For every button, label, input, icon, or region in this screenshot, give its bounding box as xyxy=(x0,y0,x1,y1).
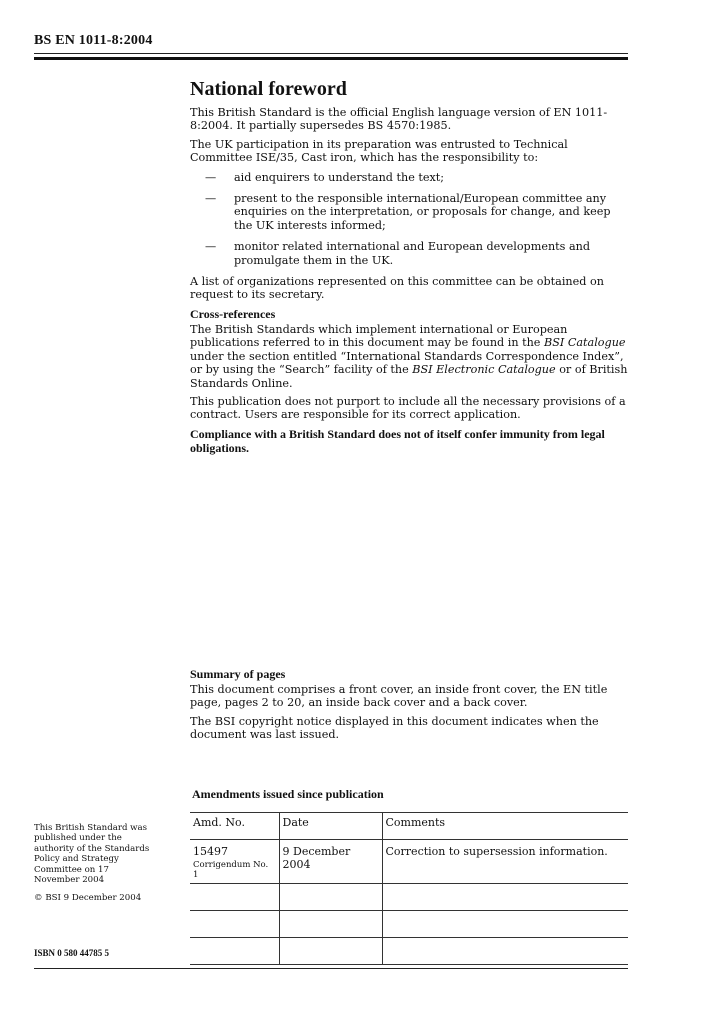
table-row-empty xyxy=(190,884,628,911)
amendment-number: 15497 Corrigendum No. 1 xyxy=(190,840,279,884)
bsi-catalogue-ref: BSI Catalogue xyxy=(543,336,626,350)
list-item: — aid enquirers to understand the text; xyxy=(205,170,445,184)
copyright-notice: © BSI 9 December 2004 xyxy=(34,893,142,903)
amendments-table xyxy=(190,812,628,965)
foreword-paragraph: This British Standard is the official English language version of EN 1011-8:2004. It partially supersedes BS 4570:1985. xyxy=(190,106,608,133)
foreword-paragraph: The UK participation in its preparation was entrusted to Technical Committee ISE/35, Cast iron, which has the responsibility to: xyxy=(190,137,568,165)
amendments-title: Amendments issued since publication xyxy=(192,787,384,801)
cross-references-paragraph: This publication does not purport to include all the necessary provisions of a contract. Users are responsible for its correct application. xyxy=(190,394,626,422)
table-row-empty xyxy=(190,911,628,938)
dash-bullet: — xyxy=(205,240,217,254)
list-item: — present to the responsible international/European committee any enquiries on the interpretation, or proposals for change, and keep the UK interests informed; xyxy=(205,192,611,232)
header-rule-thick xyxy=(34,57,628,60)
amendment-date: 9 December 2004 xyxy=(279,840,382,884)
bsi-electronic-catalogue-ref: BSI Electronic Catalogue xyxy=(412,363,556,377)
table-header-row xyxy=(190,813,628,840)
table-row xyxy=(190,840,628,884)
header-rule-thin xyxy=(34,53,628,54)
dash-bullet: — xyxy=(205,170,217,184)
cross-references-heading: Cross-references xyxy=(190,306,276,321)
foreword-paragraph: A list of organizations represented on this committee can be obtained on request to its secretary. xyxy=(190,275,604,302)
document-id: BS EN 1011-8:2004 xyxy=(34,33,153,48)
footer-rule xyxy=(34,968,628,969)
page-title: National foreword xyxy=(190,78,347,100)
isbn: ISBN 0 580 44785 5 xyxy=(34,948,110,958)
cross-references-paragraph: The British Standards which implement international or European publications referred to in this document may be found in the BSI Catalogue under the section entitled “International Standards Correspondence Index”, or by using the “Search” facility of the BSI Electronic Catalogue or of British Standards Online. xyxy=(190,322,628,390)
publication-note: This British Standard was published under the authority of the Standards Policy and Strategy Committee on 17 November 2004 xyxy=(34,823,150,886)
summary-paragraph: This document comprises a front cover, an inside front cover, the EN title page, pages 2 to 20, an inside back cover and a back cover. xyxy=(190,683,608,710)
compliance-note: Compliance with a British Standard does not of itself confer immunity from legal obligations. xyxy=(190,426,605,455)
amendment-comment: Correction to supersession information. xyxy=(382,840,628,884)
list-item: — monitor related international and European developments and promulgate them in the UK. xyxy=(205,240,590,267)
column-header: Amd. No. xyxy=(190,813,279,840)
dash-bullet: — xyxy=(205,192,217,206)
summary-heading: Summary of pages xyxy=(190,667,286,681)
amendment-subtitle: Corrigendum No. 1 xyxy=(193,860,269,880)
table-row-empty xyxy=(190,938,628,965)
column-header: Date xyxy=(279,813,382,840)
summary-paragraph: The BSI copyright notice displayed in this document indicates when the document was last issued. xyxy=(190,714,599,742)
responsibility-list xyxy=(190,171,630,267)
column-header: Comments xyxy=(382,813,628,840)
summary-section xyxy=(190,667,630,747)
foreword-section xyxy=(190,78,630,455)
